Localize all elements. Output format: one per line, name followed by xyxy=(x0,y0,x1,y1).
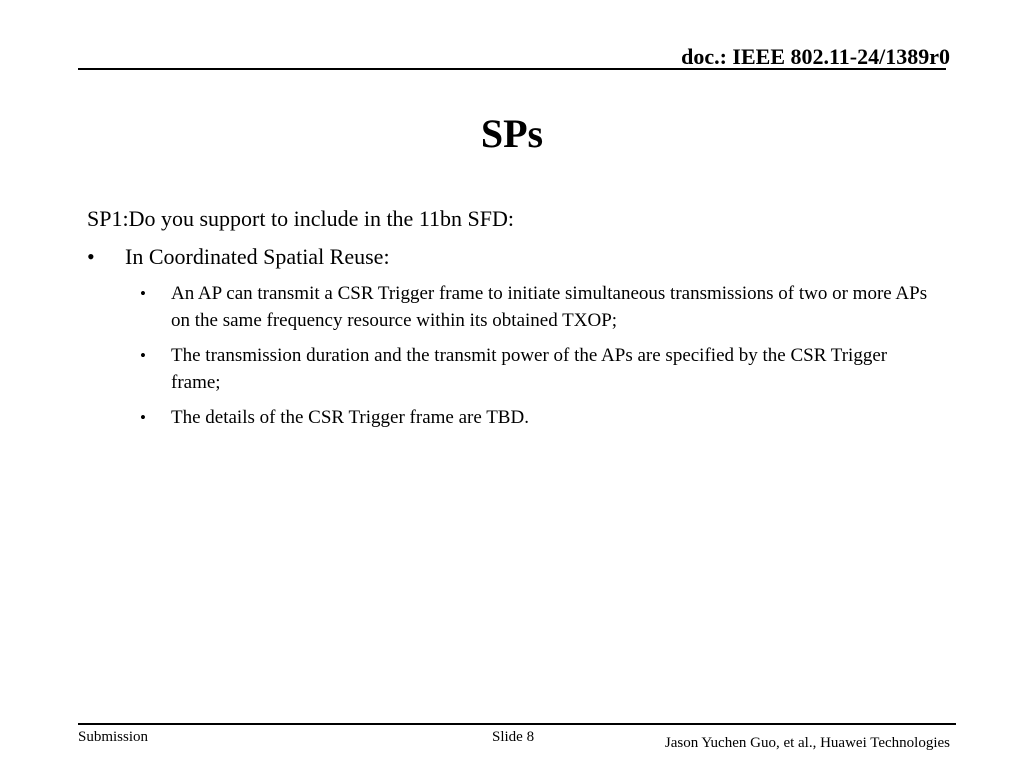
bullet-text: An AP can transmit a CSR Trigger frame to initiate simultaneous transmissions of two or more APs on the same frequency resource within its obtained TXOP; xyxy=(171,283,928,331)
footer-submission: Submission xyxy=(78,729,149,745)
bullet-item-level2 xyxy=(87,342,937,396)
bullet-icon: • xyxy=(140,346,146,365)
slide-body xyxy=(87,204,937,439)
header-divider xyxy=(78,68,946,70)
bullet-item-level2 xyxy=(87,404,937,431)
slide-number: Slide 8 xyxy=(492,729,535,745)
bullet-text: The details of the CSR Trigger frame are TBD. xyxy=(171,407,529,428)
document-id: doc.: IEEE 802.11-24/1389r0 xyxy=(681,44,950,69)
bullet-icon: • xyxy=(87,244,95,269)
bullet-item-level1 xyxy=(87,242,937,272)
slide-title: SPs xyxy=(480,111,544,156)
straw-poll-question: SP1:Do you support to include in the 11bn SFD: xyxy=(87,206,514,231)
bullet-item-level2 xyxy=(87,280,937,334)
bullet-text: The transmission duration and the transmit power of the APs are specified by the CSR Trigger frame; xyxy=(171,345,888,393)
bullet-text: In Coordinated Spatial Reuse: xyxy=(125,244,390,269)
bullet-icon: • xyxy=(140,408,146,427)
footer-divider xyxy=(78,723,956,725)
bullet-icon: • xyxy=(140,284,146,303)
footer-authors: Jason Yuchen Guo, et al., Huawei Technologies xyxy=(664,735,950,751)
